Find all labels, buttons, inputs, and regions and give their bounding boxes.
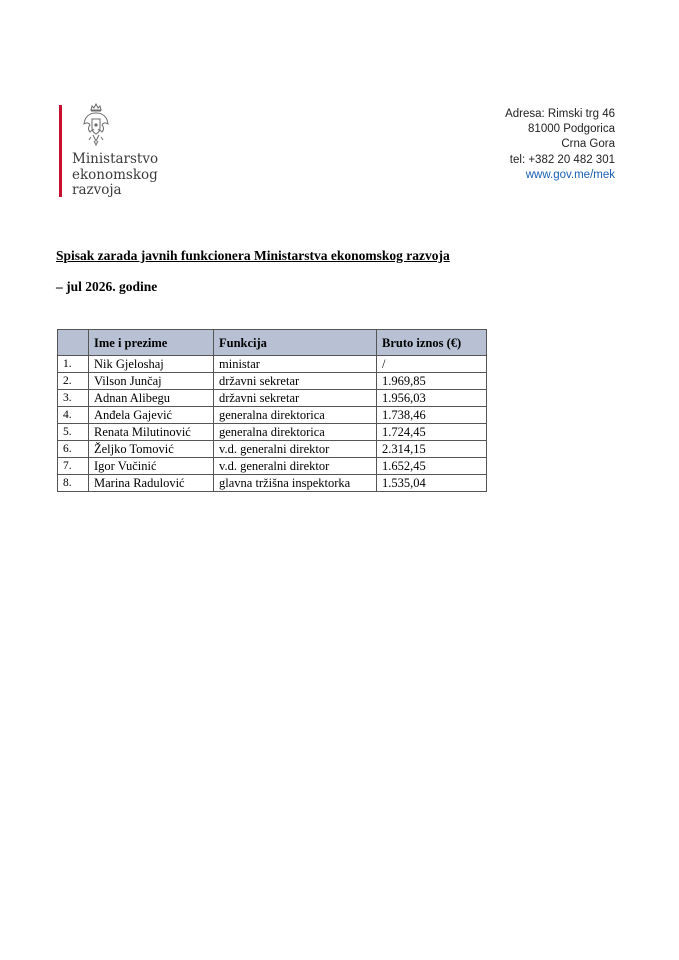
document-title: Spisak zarada javnih funkcionera Ministarstva ekonomskog razvoja — [56, 248, 450, 263]
phone-line: tel: +382 20 482 301 — [509, 153, 615, 166]
table-header-row — [58, 330, 487, 356]
row-function: generalna direktorica — [214, 407, 377, 424]
table-row — [58, 475, 487, 492]
address-block — [505, 107, 615, 183]
row-amount: 1.652,45 — [377, 458, 487, 475]
accent-bar — [59, 105, 62, 197]
header-amount: Bruto iznos (€) — [377, 330, 487, 356]
table-row — [58, 407, 487, 424]
ministry-name — [72, 152, 158, 199]
row-number: 6. — [58, 441, 89, 458]
table-row — [58, 373, 487, 390]
row-amount: 2.314,15 — [377, 441, 487, 458]
row-function: ministar — [214, 356, 377, 373]
row-function: v.d. generalni direktor — [214, 441, 377, 458]
country-line: Crna Gora — [561, 138, 615, 151]
row-number: 2. — [58, 373, 89, 390]
ministry-name-line-2: ekonomskog — [72, 166, 158, 183]
row-number: 4. — [58, 407, 89, 424]
table-row — [58, 390, 487, 407]
address-line: Adresa: Rimski trg 46 — [505, 108, 615, 120]
row-name: Igor Vučinić — [89, 458, 214, 475]
row-function: generalna direktorica — [214, 424, 377, 441]
row-function: v.d. generalni direktor — [214, 458, 377, 475]
row-function: glavna tržišna inspektorka — [214, 475, 377, 492]
row-amount: 1.535,04 — [377, 475, 487, 492]
row-function: državni sekretar — [214, 390, 377, 407]
row-amount: / — [377, 356, 487, 373]
row-name: Željko Tomović — [89, 441, 214, 458]
row-number: 5. — [58, 424, 89, 441]
row-name: Anđela Gajević — [89, 407, 214, 424]
table-row — [58, 424, 487, 441]
ministry-name-line-3: razvoja — [72, 182, 122, 198]
header-function: Funkcija — [214, 330, 377, 356]
row-name: Nik Gjeloshaj — [89, 356, 214, 373]
row-name: Vilson Junčaj — [89, 373, 214, 390]
table-row — [58, 458, 487, 475]
document-subtitle: – jul 2026. godine — [56, 279, 158, 294]
row-amount: 1.956,03 — [377, 390, 487, 407]
postal-line: 81000 Podgorica — [528, 123, 615, 136]
row-name: Marina Radulović — [89, 475, 214, 492]
ministry-name-line-1: Ministarstvo — [72, 151, 159, 167]
row-amount: 1.724,45 — [377, 424, 487, 441]
table-row — [58, 441, 487, 458]
header-name: Ime i prezime — [89, 330, 214, 356]
row-amount: 1.969,85 — [377, 373, 487, 390]
coat-of-arms-icon — [82, 103, 110, 149]
row-function: državni sekretar — [214, 373, 377, 390]
website-link[interactable]: www.gov.me/mek — [525, 168, 615, 181]
row-number: 7. — [58, 458, 89, 475]
row-number: 1. — [58, 356, 89, 373]
row-name: Renata Milutinović — [89, 424, 214, 441]
row-amount: 1.738,46 — [377, 407, 487, 424]
row-number: 3. — [58, 390, 89, 407]
row-number: 8. — [58, 475, 89, 492]
table-row — [58, 356, 487, 373]
row-name: Adnan Alibegu — [89, 390, 214, 407]
header-number — [58, 330, 89, 356]
salary-table — [57, 329, 487, 492]
